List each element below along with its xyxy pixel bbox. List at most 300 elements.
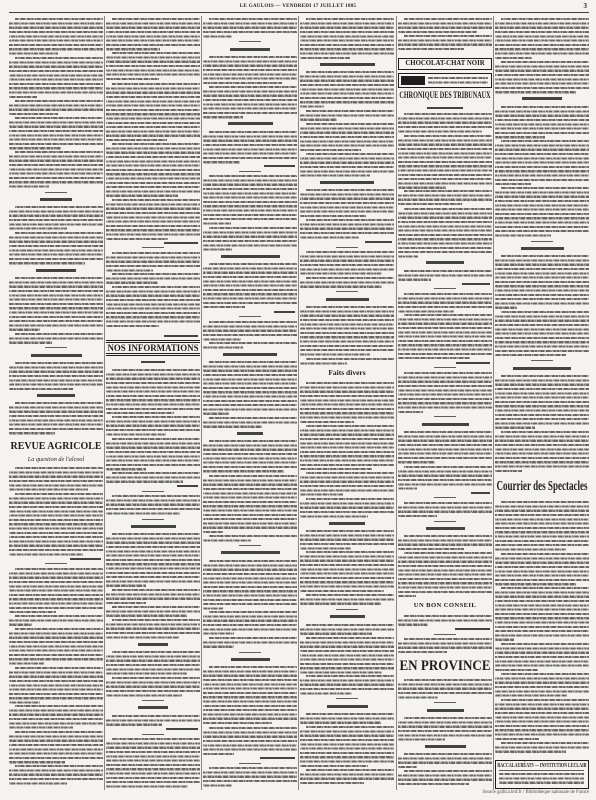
text-paragraph [300,152,394,178]
paragraph-indent [300,497,306,501]
column-rule [104,16,105,790]
paragraph-indent [9,466,15,470]
text-paragraph [495,430,589,473]
paragraph-last-line-end [234,645,297,649]
text-paragraph [9,764,103,786]
text-paragraph [398,34,492,51]
advertisement-box [398,73,492,88]
section-subheading [230,48,270,51]
paragraph-indent [300,122,306,126]
column-rule [298,16,299,790]
section-divider [434,367,456,368]
paragraph-indent [300,250,306,254]
section-subheading [221,551,280,554]
paragraph-indent [9,17,15,21]
section-divider [142,519,164,520]
paragraph-last-line-end [179,635,200,639]
paragraph-indent [495,374,501,378]
paragraph-last-line-end [418,254,492,258]
paragraph-indent [300,623,306,627]
text-paragraph [9,614,103,627]
text-paragraph [106,618,200,640]
text-paragraph [106,415,200,437]
paragraph-indent [106,368,112,372]
paragraph-indent [203,416,209,420]
section-subheading [329,522,365,525]
text-paragraph [203,17,297,39]
paragraph-indent [106,676,112,680]
text-paragraph [106,588,200,605]
text-paragraph [203,439,297,473]
article-signature [462,283,490,285]
text-paragraph [203,610,297,636]
paragraph-last-line-end [232,247,297,251]
paragraph-indent [203,55,209,59]
paragraph-last-line-end [566,353,589,357]
article-signature [365,241,392,243]
text-paragraph [300,218,394,240]
paragraph-indent [495,105,501,109]
section-divider [336,247,358,248]
paragraph-indent [203,262,209,266]
paragraph-last-line-end [159,324,200,328]
un-bon-conseil-heading [398,603,492,611]
paragraph-last-line-end [370,174,394,178]
section-subheading [513,367,571,370]
text-paragraph [9,567,103,614]
text-paragraph [106,82,200,142]
text-paragraph [106,494,200,516]
paragraph-last-line-end [55,432,103,436]
text-paragraph [203,320,297,342]
page-number: 3 [583,1,587,10]
section-subheading [521,247,564,250]
paragraph-indent [300,188,306,192]
paragraph-indent [300,276,306,280]
paragraph-indent [9,150,15,154]
article-signature [264,165,295,167]
section-divider [239,763,261,764]
text-paragraph [106,437,200,471]
paragraph-last-line-end [350,56,394,60]
section-divider [142,247,164,248]
paragraph-indent [398,614,404,618]
section-subheading [425,745,466,748]
paragraph-indent [9,704,15,708]
text-paragraph [398,207,492,259]
paragraph-indent [203,130,209,134]
chronique-tribunaux-heading [398,92,492,103]
text-paragraph [398,752,492,769]
paragraph-last-line-end [262,425,297,429]
paragraph-last-line-end [245,305,297,309]
text-paragraph [203,174,297,226]
courrier-spectacles-heading [495,480,589,495]
paragraph-indent [106,272,112,276]
paragraph-indent [398,134,404,138]
text-paragraph [398,501,492,518]
faits-divers-heading [300,369,394,378]
advertisement-text [428,76,488,85]
text-paragraph [106,272,200,285]
paragraph-indent [300,712,306,716]
paragraph-indent [203,610,209,614]
text-paragraph [398,534,492,551]
paragraph-last-line-end [232,783,297,787]
paragraph-last-line-end [470,356,492,360]
text-paragraph [9,492,103,557]
paragraph-last-line-end [364,781,394,785]
text-paragraph [106,676,200,698]
paragraph-indent [9,116,15,120]
text-paragraph [300,276,394,289]
text-paragraph [495,310,589,357]
column-5 [398,16,492,790]
section-subheading [131,525,176,528]
paragraph-indent [9,401,15,405]
text-paragraph [9,466,103,492]
text-paragraph [9,730,103,764]
paragraph-indent [495,642,501,646]
paragraph-last-line-end [566,749,589,753]
paragraph-last-line-end [73,387,103,391]
text-paragraph [495,672,589,698]
text-paragraph [495,698,589,741]
paragraph-indent [495,139,501,143]
paragraph-indent [203,439,209,443]
paragraph-last-line-end [234,751,297,755]
section-subheading [426,261,464,264]
paragraph-indent [300,17,306,21]
text-paragraph [398,551,492,598]
paragraph-indent [300,636,306,640]
text-paragraph [106,51,200,81]
article-signature [260,757,295,759]
paragraph-indent [106,650,112,654]
paragraph-indent [300,471,306,475]
running-head: LE GAULOIS — VENDREDI 17 JUILLET 1885 [239,3,357,9]
text-paragraph [203,416,297,429]
text-paragraph [300,188,394,218]
chronique-tribunaux-title: CHRONIQUE DES TRIBUNAUX [399,91,491,101]
text-paragraph [398,637,492,654]
paragraph-indent [398,465,404,469]
section-divider [142,491,164,492]
paragraph-indent [495,741,501,745]
text-paragraph [203,559,297,611]
paragraph-indent [398,501,404,505]
text-paragraph [495,741,589,754]
paragraph-indent [9,666,15,670]
section-subheading [231,658,270,661]
column-2 [106,16,200,790]
paragraph-last-line-end [347,361,394,365]
paragraph-indent [300,218,306,222]
paragraph-indent [398,112,404,116]
text-paragraph [9,205,103,231]
paragraph-indent [398,769,404,773]
section-subheading [426,527,465,530]
paragraph-indent [398,752,404,756]
section-divider [434,634,456,635]
section-subheading [221,255,280,258]
paragraph-indent [300,305,306,309]
paragraph-indent [398,371,404,375]
text-paragraph [203,130,297,164]
section-divider [239,41,261,42]
text-paragraph [300,250,394,276]
text-paragraph [300,122,394,152]
paragraph-indent [9,627,15,631]
paragraph-indent [106,251,112,255]
text-paragraph [203,665,297,725]
text-paragraph [300,593,394,606]
paragraph-indent [398,34,404,38]
paragraph-last-line-end [243,346,297,350]
header-rule [9,12,589,13]
paragraph-last-line-end [168,236,200,240]
paragraph-indent [495,60,501,64]
paragraph-indent [495,500,501,504]
paragraph-last-line-end [423,410,492,414]
paragraph-last-line-end [382,284,394,288]
paragraph-indent [398,637,404,641]
paragraph-indent [495,698,501,702]
paragraph-indent [9,730,15,734]
paragraph-indent [300,70,306,74]
section-divider [531,241,553,242]
paragraph-last-line-end [52,340,103,344]
text-paragraph [203,226,297,252]
section-divider [434,416,456,417]
text-paragraph [9,401,103,435]
paragraph-indent [300,593,306,597]
text-paragraph [203,726,297,756]
paragraph-indent [203,534,209,538]
text-paragraph [398,678,492,700]
text-paragraph [106,17,200,51]
text-paragraph [106,605,200,618]
section-divider [239,171,261,172]
paragraph-last-line-end [428,623,492,627]
paragraph-indent [9,614,15,618]
text-paragraph [398,430,492,464]
text-paragraph [300,623,394,636]
paragraph-indent [106,714,112,718]
paragraph-indent [300,550,306,554]
section-divider [434,497,456,498]
section-subheading [330,615,365,618]
paragraph-indent [495,310,501,314]
text-paragraph [300,109,394,122]
column-6 [495,16,589,790]
text-paragraph [9,116,103,150]
paragraph-indent [495,17,501,21]
paragraph-indent [203,726,209,730]
text-paragraph [398,313,492,360]
article-signature [70,558,101,560]
column-1 [9,16,103,790]
text-paragraph [495,374,589,430]
text-paragraph [398,465,492,491]
paragraph-indent [203,226,209,230]
paragraph-indent [300,768,306,772]
en-province-heading [398,659,492,675]
paragraph-last-line-end [182,693,200,697]
paragraph-indent [106,142,112,146]
text-paragraph [9,627,103,666]
section-divider [142,734,164,735]
text-paragraph [398,269,492,282]
text-paragraph [106,368,200,415]
paragraph-indent [203,320,209,324]
paragraph-indent [203,766,209,770]
section-divider [239,652,261,653]
text-paragraph [106,471,200,484]
text-paragraph [300,471,394,497]
faits-divers-title: Faits divers [328,368,366,377]
paragraph-last-line-end [188,784,200,788]
paragraph-last-line-end [67,782,103,786]
paragraph-indent [203,360,209,364]
paragraph-indent [203,85,209,89]
paragraph-indent [9,764,15,768]
chocolat-advertisement-title: CHOCOLAT-CHAT NOIR [405,60,485,67]
revue-agricole-title: REVUE AGRICOLE [10,441,102,452]
paragraph-last-line-end [251,538,297,542]
paragraph-last-line-end [469,782,492,786]
paragraph-indent [9,276,15,280]
section-subheading [237,432,263,435]
paragraph-indent [106,198,112,202]
column-3 [203,16,297,790]
section-subheading [223,353,277,356]
text-paragraph [398,134,492,190]
section-divider [531,360,553,361]
section-divider [45,192,67,193]
text-paragraph [495,105,589,139]
section-subheading [320,63,375,66]
text-paragraph [495,586,589,642]
section-subheading [40,198,72,201]
section-subheading [326,298,369,301]
text-paragraph [300,768,394,785]
article-signature [164,335,198,337]
text-paragraph [9,704,103,730]
text-paragraph [106,285,200,328]
paragraph-last-line-end [232,34,297,38]
text-paragraph [398,112,492,134]
paragraph-indent [203,665,209,669]
paragraph-indent [398,551,404,555]
text-paragraph [106,714,200,727]
text-paragraph [9,56,103,99]
text-paragraph [106,251,200,273]
paragraph-last-line-end [416,594,492,598]
paragraph-indent [495,186,501,190]
column-rule [201,16,202,790]
text-paragraph [300,550,394,593]
text-paragraph [300,424,394,471]
text-paragraph [106,737,200,789]
section-subheading [422,423,469,426]
paragraph-indent [106,437,112,441]
paragraph-indent [300,381,306,385]
column-4 [300,16,394,790]
text-paragraph [203,766,297,788]
article-signature [164,242,198,244]
chocolat-advertisement [398,58,492,70]
paragraph-last-line-end [183,480,200,484]
text-paragraph [300,381,394,424]
paragraph-indent [106,494,112,498]
text-paragraph [106,198,200,241]
source-credit: Source gallica.bnf.fr / Bibliothèque nationale de France [482,790,589,795]
revue-agricole-heading [9,442,103,454]
text-paragraph [495,17,589,60]
paragraph-indent [495,430,501,434]
section-subheading [37,394,75,397]
text-paragraph [398,716,492,742]
paragraph-last-line-end [447,650,492,654]
text-paragraph [106,532,200,588]
paragraph-indent [300,152,306,156]
text-paragraph [398,189,492,206]
text-paragraph [300,70,394,109]
paragraph-indent [300,529,306,533]
paragraph-last-line-end [85,261,103,265]
text-paragraph [9,666,103,705]
paragraph-indent [495,254,501,258]
paragraph-last-line-end [437,514,492,518]
paragraph-last-line-end [180,512,200,516]
paragraph-last-line-end [381,602,394,606]
text-paragraph [203,262,297,309]
article-signature [274,311,295,313]
paragraph-last-line-end [162,722,200,726]
section-subheading [31,354,82,357]
paragraph-indent [9,56,15,60]
paragraph-last-line-end [368,514,394,518]
advertisement-badge [401,76,425,85]
paragraph-indent [300,109,306,113]
section-subheading [138,706,168,709]
text-paragraph [398,292,492,314]
text-paragraph [106,142,200,198]
text-paragraph [106,650,200,676]
text-paragraph [9,332,103,345]
paragraph-last-line-end [243,115,297,119]
text-paragraph [9,231,103,265]
article-signature [455,628,490,630]
column-rule [493,16,494,790]
paragraph-last-line-end [576,90,589,94]
text-paragraph [495,500,589,552]
section-subheading [36,269,76,272]
text-paragraph [300,17,394,60]
paragraph-indent [203,474,209,478]
text-paragraph [300,497,394,519]
text-paragraph [300,529,394,551]
paragraph-indent [398,292,404,296]
revue-agricole-subtitle: La question de l'alcool [27,456,85,463]
paragraph-indent [203,17,209,21]
advertisement-text [499,772,584,785]
text-paragraph [300,636,394,675]
paragraph-indent [9,231,15,235]
paragraph-last-line-end [431,277,492,281]
paragraph-indent [495,552,501,556]
